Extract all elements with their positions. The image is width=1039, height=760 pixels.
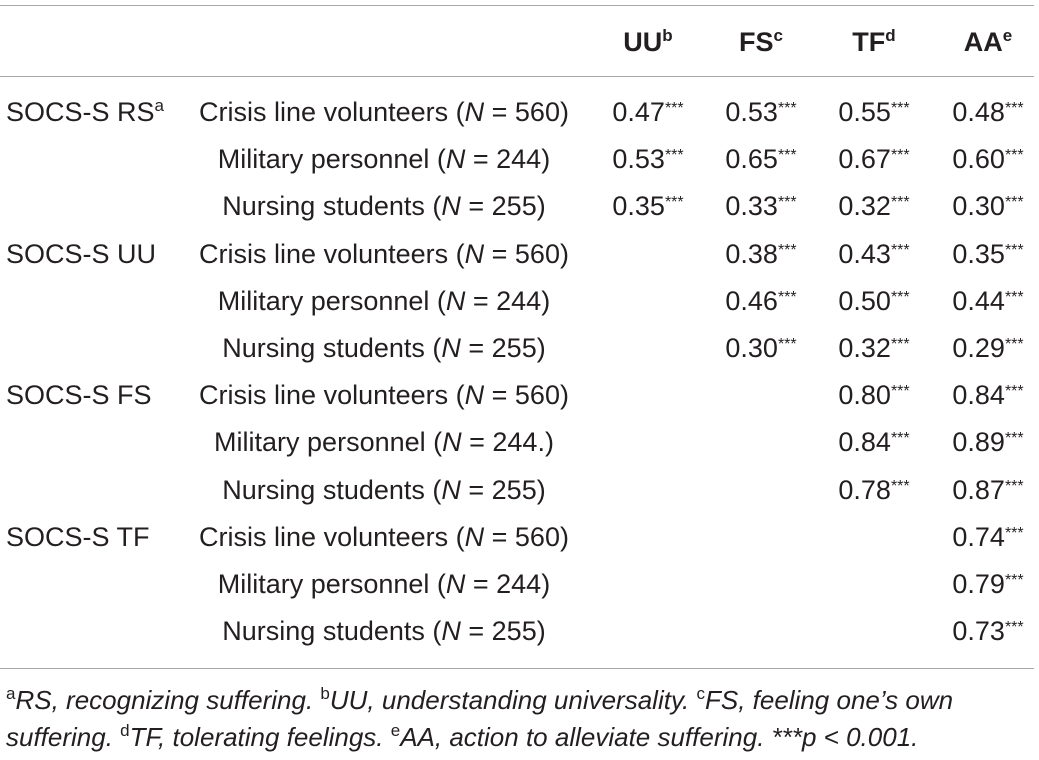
table-row [0,419,1039,466]
table-row [0,278,1039,325]
sample-name [190,467,578,514]
cell-uu-significance: *** [664,194,684,212]
sample-name [190,419,578,466]
cell-tf-significance: *** [890,241,910,259]
sample-name [190,561,578,608]
sample-label: Crisis line volunteers ( [199,97,465,127]
sample-n-value: = 244) [465,285,551,316]
cell-aa [940,89,1036,136]
cell-tf [826,278,922,325]
sample-name [190,231,578,278]
table-row [0,467,1039,514]
cell-aa-significance: *** [1004,100,1024,117]
table-row [0,514,1039,561]
cell-aa [940,608,1036,655]
sample-n-value: = 560) [484,521,569,552]
sample-name [190,514,578,561]
scale-footnote-mark: a [154,96,164,115]
cell-uu-value: 0.35 [612,191,665,222]
sample-label: Nursing students ( [222,191,442,222]
sample-label: Military personnel ( [217,569,446,599]
table-row [0,608,1039,655]
cell-aa-significance: *** [1004,524,1024,542]
sample-n-symbol: N [445,569,466,599]
cell-aa-significance: *** [1004,383,1024,401]
table-row [0,89,1039,136]
footnote-text: TF, tolerating feelings. [129,722,391,752]
cell-fs-significance: *** [777,100,797,117]
cell-fs [713,231,809,278]
sample-n-value: = 560) [484,380,569,411]
sample-name [190,183,578,230]
cell-aa [940,372,1036,419]
cell-uu [600,183,696,230]
header-fs [713,22,809,62]
sample-name [190,608,578,655]
cell-tf [826,419,922,466]
cell-tf [826,136,922,183]
cell-uu-value: 0.53 [612,144,665,175]
sample-n-symbol: N [464,380,485,411]
cell-tf-significance: *** [890,336,910,353]
cell-tf-value: 0.80 [838,380,891,411]
footnote-mark: b [320,684,330,703]
scale-name [6,89,164,136]
cell-tf-value: 0.78 [838,474,891,505]
header-fs-footnote-mark: c [773,26,783,45]
cell-fs-value: 0.30 [725,333,778,363]
cell-aa-significance: *** [1004,147,1024,165]
cell-fs-value: 0.38 [725,238,778,269]
cell-aa-significance: *** [1004,241,1024,259]
header-aa [940,22,1036,62]
sample-n-value: = 255) [460,616,546,647]
sample-n-value: = 244.) [461,427,554,458]
cell-aa-value: 0.89 [952,427,1005,458]
cell-aa-value: 0.29 [952,333,1005,363]
header-uu-footnote-mark: b [662,26,673,45]
cell-tf-value: 0.84 [838,427,891,458]
table-row [0,183,1039,230]
footnote-mark: a [6,684,16,703]
sample-label: Nursing students ( [222,474,442,505]
footnote-text: AA, action to alleviate suffering. ***p < 0.001. [400,722,919,752]
cell-fs-significance: *** [777,147,797,165]
cell-aa-significance: *** [1004,619,1024,637]
cell-fs [713,136,809,183]
cell-aa-value: 0.74 [952,521,1005,552]
cell-uu-value: 0.47 [612,97,665,127]
footnote-text: RS, recognizing suffering. [15,685,321,715]
sample-n-symbol: N [442,427,462,458]
cell-aa [940,325,1036,372]
cell-fs-significance: *** [777,194,797,212]
sample-label: Nursing students ( [222,333,442,363]
header-tf-footnote-mark: d [885,26,896,45]
footnote-mark: d [120,721,130,740]
sample-n-value: = 560) [484,238,569,269]
cell-fs-value: 0.33 [725,191,778,222]
scale-name [6,514,150,561]
cell-aa [940,514,1036,561]
sample-label: Military personnel ( [214,427,443,458]
cell-uu [600,136,696,183]
footnote-text: FS, feeling one’s own suffering. [6,685,954,752]
header-aa-footnote-mark: e [1002,26,1013,45]
cell-tf-significance: *** [890,288,910,306]
cell-tf-value: 0.32 [838,191,891,222]
cell-tf-significance: *** [890,100,910,117]
cell-aa-value: 0.60 [952,144,1005,175]
sample-label: Crisis line volunteers ( [199,380,465,411]
sample-name [190,89,578,136]
cell-aa [940,136,1036,183]
cell-tf-significance: *** [890,147,910,165]
header-fs-label: FS [739,27,774,57]
cell-tf-value: 0.43 [838,238,891,269]
sample-n-value: = 255) [460,333,546,363]
cell-tf [826,183,922,230]
cell-aa-value: 0.35 [952,238,1005,269]
cell-tf [826,372,922,419]
sample-n-symbol: N [441,474,461,505]
cell-aa-value: 0.48 [952,97,1005,127]
cell-aa-value: 0.73 [952,616,1005,647]
sample-n-symbol: N [445,144,466,175]
sample-n-symbol: N [464,238,485,269]
sample-label: Military personnel ( [217,144,446,175]
scale-name [6,231,156,278]
cell-fs [713,278,809,325]
footnote-mark: c [696,684,705,703]
table-bottom-rule [0,668,1034,669]
cell-aa-value: 0.87 [952,474,1005,505]
cell-fs-significance: *** [777,336,797,353]
cell-aa [940,183,1036,230]
sample-name [190,325,578,372]
sample-label: Military personnel ( [217,285,446,316]
scale-label: SOCS-S TF [6,521,150,552]
cell-tf-significance: *** [890,430,910,448]
cell-tf [826,467,922,514]
sample-name [190,278,578,325]
sample-name [190,136,578,183]
cell-tf [826,231,922,278]
cell-aa [940,419,1036,466]
cell-aa [940,467,1036,514]
cell-aa-significance: *** [1004,288,1024,306]
cell-tf-value: 0.32 [838,333,891,363]
table-top-rule [0,5,1034,6]
cell-aa-significance: *** [1004,194,1024,212]
cell-fs-value: 0.65 [725,144,778,175]
table-row [0,136,1039,183]
sample-label: Crisis line volunteers ( [199,521,465,552]
cell-aa-value: 0.79 [952,569,1005,599]
cell-fs-significance: *** [777,288,797,306]
cell-tf-value: 0.67 [838,144,891,175]
cell-aa-significance: *** [1004,477,1024,495]
cell-aa-significance: *** [1004,572,1024,589]
scale-label: SOCS-S UU [6,238,157,269]
header-tf [826,22,922,62]
sample-n-symbol: N [441,333,461,363]
sample-n-value: = 244) [465,569,551,599]
sample-name [190,372,578,419]
cell-tf-significance: *** [890,194,910,212]
header-aa-label: AA [963,27,1003,57]
cell-aa [940,231,1036,278]
cell-fs-value: 0.53 [725,97,778,127]
cell-tf [826,89,922,136]
cell-uu [600,89,696,136]
header-uu [600,22,696,62]
sample-n-symbol: N [441,616,461,647]
cell-aa [940,278,1036,325]
footnote-text: UU, understanding universality. [329,685,697,715]
cell-aa [940,561,1036,608]
table-row [0,372,1039,419]
cell-tf-value: 0.50 [838,285,891,316]
sample-n-symbol: N [464,97,485,127]
cell-fs-value: 0.46 [725,285,778,316]
cell-fs [713,89,809,136]
cell-aa-value: 0.44 [952,285,1005,316]
cell-tf-significance: *** [890,383,910,401]
cell-aa-significance: *** [1004,336,1024,353]
sample-n-value: = 255) [460,474,546,505]
scale-label: SOCS-S RS [6,97,155,127]
sample-n-symbol: N [441,191,461,222]
cell-fs-significance: *** [777,241,797,259]
header-tf-label: TF [852,27,886,57]
sample-n-symbol: N [464,521,485,552]
cell-uu-significance: *** [664,147,684,165]
cell-aa-significance: *** [1004,430,1024,448]
sample-label: Nursing students ( [222,616,442,647]
scale-label: SOCS-S FS [6,380,152,411]
scale-name [6,372,152,419]
cell-tf-significance: *** [890,477,910,495]
footnote-mark: e [390,721,401,740]
table-row [0,325,1039,372]
sample-n-symbol: N [445,285,466,316]
table-row [0,231,1039,278]
sample-n-value: = 255) [460,191,546,222]
cell-fs [713,325,809,372]
cell-aa-value: 0.84 [952,380,1005,411]
table-footnote [6,682,1036,756]
cell-fs [713,183,809,230]
cell-tf-value: 0.55 [838,97,891,127]
sample-label: Crisis line volunteers ( [199,238,465,269]
cell-aa-value: 0.30 [952,191,1005,222]
table-row [0,561,1039,608]
cell-uu-significance: *** [664,100,684,117]
header-uu-label: UU [623,27,663,57]
cell-tf [826,325,922,372]
sample-n-value: = 244) [465,144,551,175]
table-header-rule [0,76,1034,77]
sample-n-value: = 560) [484,97,569,127]
